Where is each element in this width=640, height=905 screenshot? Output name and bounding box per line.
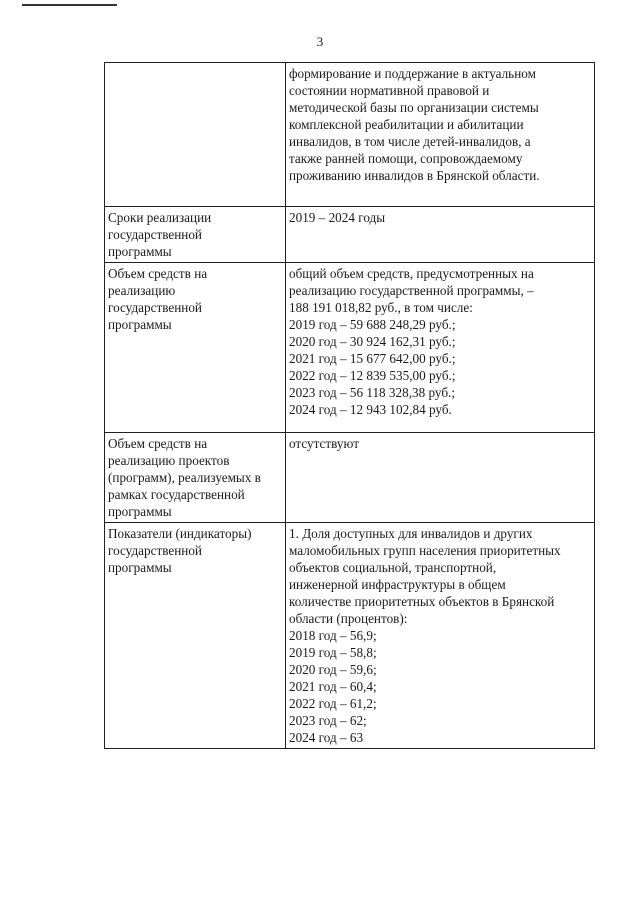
value-line: комплексной реабилитации и абилитации xyxy=(289,117,524,132)
value-line: 2023 год – 56 118 328,38 руб.; xyxy=(289,385,456,400)
value-line: 1. Доля доступных для инвалидов и других xyxy=(289,526,533,541)
value-line: 2018 год – 56,9; xyxy=(289,628,377,643)
row-label-cell xyxy=(105,207,286,263)
row-value-cell xyxy=(286,523,595,749)
value-line: 2022 год – 61,2; xyxy=(289,696,377,711)
row-value-cell xyxy=(286,433,595,523)
label-line: реализацию проектов xyxy=(108,453,230,468)
label-line: программы xyxy=(108,244,172,259)
value-line: 2024 год – 12 943 102,84 руб. xyxy=(289,402,452,417)
table-row xyxy=(105,433,595,523)
label-line: государственной xyxy=(108,543,202,558)
value-line: формирование и поддержание в актуальном xyxy=(289,66,536,81)
label-line: государственной xyxy=(108,300,202,315)
value-line: 2019 год – 58,8; xyxy=(289,645,377,660)
value-line: 2021 год – 60,4; xyxy=(289,679,377,694)
value-line: объектов социальной, транспортной, xyxy=(289,560,497,575)
row-value-cell xyxy=(286,207,595,263)
value-line: 2019 – 2024 годы xyxy=(289,210,386,225)
label-line: Сроки реализации xyxy=(108,210,212,225)
value-line: инвалидов, в том числе детей-инвалидов, а xyxy=(289,134,531,149)
label-line: программы xyxy=(108,560,172,575)
value-line: 188 191 018,82 руб., в том числе: xyxy=(289,300,473,315)
page-number: 3 xyxy=(316,34,324,49)
label-line: программы xyxy=(108,317,172,332)
value-line: 2020 год – 59,6; xyxy=(289,662,377,677)
value-line: инженерной инфраструктуры в общем xyxy=(289,577,506,592)
label-line: (программ), реализуемых в xyxy=(108,470,261,485)
value-line: 2019 год – 59 688 248,29 руб.; xyxy=(289,317,456,332)
value-line: области (процентов): xyxy=(289,611,408,626)
value-line: отсутствуют xyxy=(289,436,359,451)
row-value-cell xyxy=(286,63,595,207)
label-line: рамках государственной xyxy=(108,487,245,502)
row-label-cell xyxy=(105,433,286,523)
value-line: 2024 год – 63 xyxy=(289,730,364,745)
value-line: 2023 год – 62; xyxy=(289,713,367,728)
label-line: государственной xyxy=(108,227,202,242)
value-line: 2020 год – 30 924 162,31 руб.; xyxy=(289,334,456,349)
label-line: Объем средств на xyxy=(108,436,208,451)
value-line: состоянии нормативной правовой и xyxy=(289,83,490,98)
row-value-cell xyxy=(286,263,595,433)
value-line: количестве приоритетных объектов в Брянской xyxy=(289,594,555,609)
header-rule xyxy=(22,4,117,6)
label-line: программы xyxy=(108,504,172,519)
table-row xyxy=(105,63,595,207)
row-label-cell xyxy=(105,63,286,207)
value-line: методической базы по организации системы xyxy=(289,100,539,115)
label-line: Объем средств на xyxy=(108,266,208,281)
value-line: реализацию государственной программы, – xyxy=(289,283,534,298)
value-line: маломобильных групп населения приоритетных xyxy=(289,543,561,558)
value-line: 2021 год – 15 677 642,00 руб.; xyxy=(289,351,456,366)
row-label-cell xyxy=(105,263,286,433)
value-line: проживанию инвалидов в Брянской области. xyxy=(289,168,540,183)
label-line: реализацию xyxy=(108,283,176,298)
value-line: также ранней помощи, сопровождаемому xyxy=(289,151,523,166)
label-line: Показатели (индикаторы) xyxy=(108,526,252,541)
value-line: общий объем средств, предусмотренных на xyxy=(289,266,534,281)
table-row xyxy=(105,523,595,749)
table-row xyxy=(105,263,595,433)
program-passport-table xyxy=(104,62,595,749)
table-row xyxy=(105,207,595,263)
row-label-cell xyxy=(105,523,286,749)
value-line: 2022 год – 12 839 535,00 руб.; xyxy=(289,368,456,383)
